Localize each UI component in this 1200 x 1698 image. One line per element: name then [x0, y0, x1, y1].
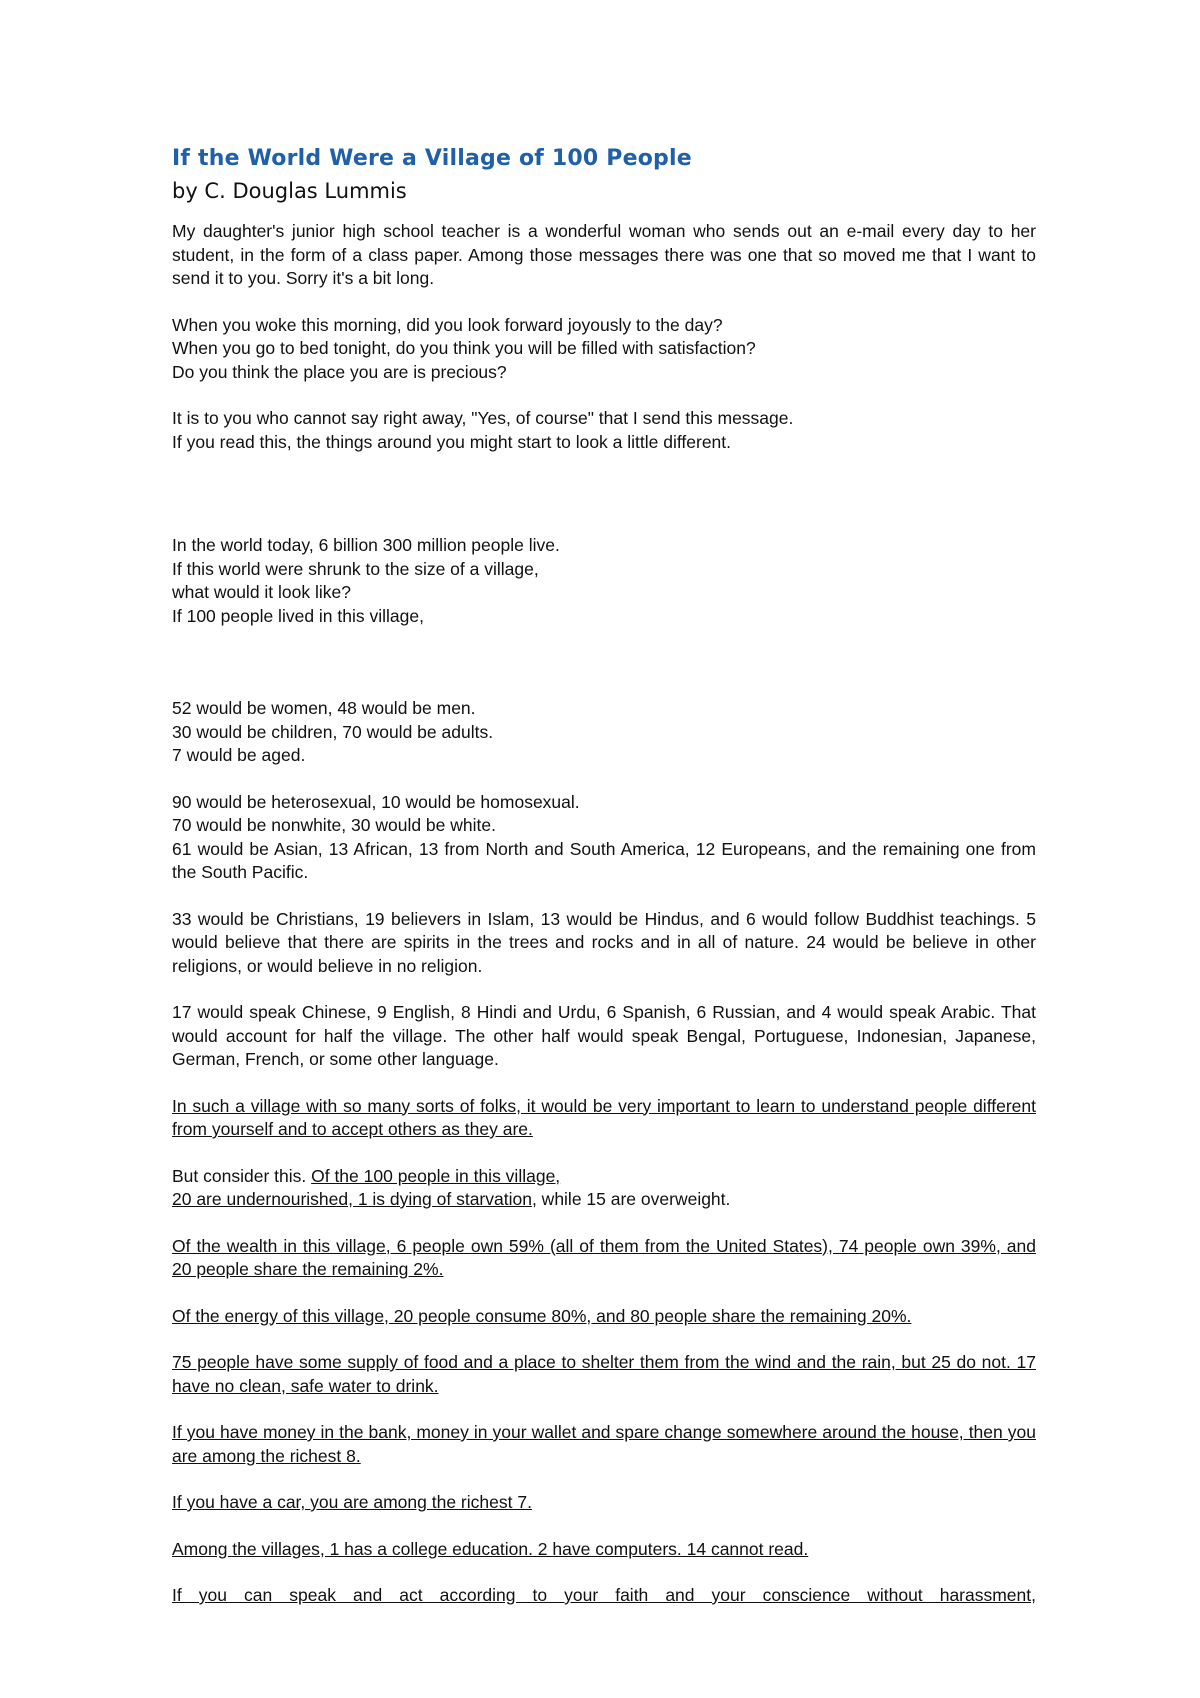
demographics-paragraph	[172, 697, 1036, 768]
intro-paragraph: My daughter's junior high school teacher is a wonderful woman who sends out an e-mail every day to her student, in the form of a class paper. Among those messages there was one that so moved me that I want to send it to you. Sorry it's a bit long.	[172, 221, 1036, 288]
spacer	[172, 477, 1036, 534]
money-paragraph: If you have money in the bank, money in your wallet and spare change somewhere around the house, then you are among the richest 8.	[172, 1422, 1036, 1466]
question-line: When you go to bed tonight, do you think you will be filled with satisfaction?	[172, 338, 756, 358]
orientation-line: 61 would be Asian, 13 African, 13 from North and South America, 12 Europeans, and the remaining one from the South Pacific.	[172, 838, 1036, 882]
consider-underlined-2: 20 are undernourished, 1 is dying of starvation	[172, 1189, 532, 1209]
world-line: In the world today, 6 billion 300 million people live.	[172, 535, 560, 555]
car-paragraph: If you have a car, you are among the richest 7.	[172, 1492, 532, 1512]
demographics-line: 7 would be aged.	[172, 745, 306, 765]
demographics-line: 52 would be women, 48 would be men.	[172, 698, 476, 718]
education-paragraph: Among the villages, 1 has a college education. 2 have computers. 14 cannot read.	[172, 1538, 809, 1559]
message-line: It is to you who cannot say right away, "Yes, of course" that I send this message.	[172, 408, 794, 428]
religion-paragraph: 33 would be Christians, 19 believers in Islam, 13 would be Hindus, and 6 would follow Buddhist teachings. 5 would believe that there are spirits in the trees and rocks and in all of nature. 24 would be believe in other religions, or would believe in no religion.	[172, 908, 1036, 976]
shelter-paragraph: 75 people have some supply of food and a place to shelter them from the wind and the rain, but 25 do not. 17 have no clean, safe water to drink.	[172, 1352, 1036, 1396]
document-page	[172, 142, 1036, 1631]
understanding-paragraph: In such a village with so many sorts of folks, it would be very important to learn to understand people different from yourself and to accept others as they are.	[172, 1095, 1036, 1139]
energy-paragraph: Of the energy of this village, 20 people consume 80%, and 80 people share the remaining 20%.	[172, 1305, 912, 1326]
document-author: by C. Douglas Lummis	[172, 179, 407, 203]
orientation-paragraph	[172, 791, 1036, 885]
spacer	[172, 651, 1036, 697]
world-line: what would it look like?	[172, 582, 351, 602]
faith-paragraph: If you can speak and act according to your faith and your conscience without harassment,	[172, 1585, 1036, 1605]
world-line: If this world were shrunk to the size of a village,	[172, 558, 539, 579]
consider-underlined-1: Of the 100 people in this village,	[311, 1165, 561, 1186]
language-paragraph: 17 would speak Chinese, 9 English, 8 Hindi and Urdu, 6 Spanish, 6 Russian, and 4 would speak Arabic. That would account for half the village. The other half would speak Bengal, Portuguese, Indonesian, Japanese, German, French, or some other language.	[172, 1002, 1036, 1069]
orientation-line: 90 would be heterosexual, 10 would be homosexual.	[172, 791, 580, 812]
world-line: If 100 people lived in this village,	[172, 605, 424, 626]
world-paragraph	[172, 534, 1036, 628]
question-line: When you woke this morning, did you look forward joyously to the day?	[172, 314, 723, 335]
orientation-line: 70 would be nonwhite, 30 would be white.	[172, 815, 496, 835]
message-paragraph	[172, 407, 1036, 454]
message-line: If you read this, the things around you might start to look a little different.	[172, 431, 732, 452]
consider-tail: , while 15 are overweight.	[531, 1189, 731, 1209]
consider-paragraph	[172, 1165, 1036, 1212]
document-title: If the World Were a Village of 100 People	[172, 146, 692, 171]
wealth-paragraph: Of the wealth in this village, 6 people own 59% (all of them from the United States), 74 people own 39%, and 20 people share the remaining 2%.	[172, 1235, 1036, 1279]
consider-lead: But consider this.	[172, 1165, 312, 1186]
demographics-line: 30 would be children, 70 would be adults.	[172, 721, 494, 742]
questions-paragraph	[172, 314, 1036, 385]
question-line: Do you think the place you are is precious?	[172, 361, 507, 382]
